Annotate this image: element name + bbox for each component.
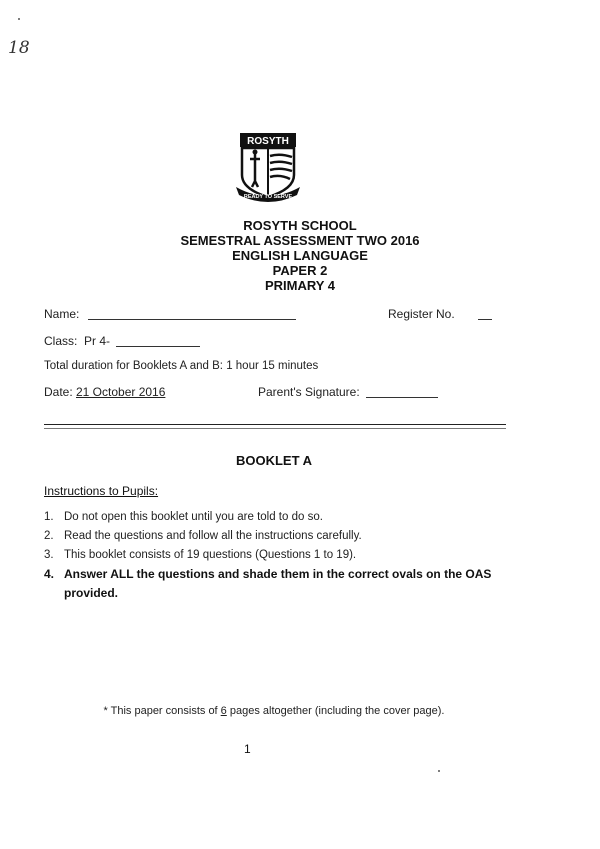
instruction-number: 2. (44, 530, 54, 542)
page-count-suffix: pages altogether (including the cover page). (226, 705, 445, 717)
class-value: Pr 4- (84, 334, 111, 348)
handwritten-page-mark: 18 (8, 38, 30, 58)
instruction-item (44, 567, 491, 581)
school-crest-logo (234, 131, 302, 203)
instruction-text: Answer ALL the questions and shade them in the correct ovals on the OAS (64, 567, 492, 581)
level-title: PRIMARY 4 (264, 278, 336, 293)
instruction-item (44, 548, 356, 562)
signature-field[interactable] (366, 397, 438, 398)
section-divider-thin (44, 428, 506, 429)
stray-dot (438, 770, 440, 772)
register-field[interactable] (478, 319, 492, 320)
crest-banner-text: ROSYTH (247, 136, 289, 147)
name-field[interactable] (88, 319, 296, 320)
subject-title: ENGLISH LANGUAGE (232, 248, 368, 263)
stray-dot (18, 18, 20, 20)
class-label: Class: (44, 334, 78, 348)
instruction-text: This booklet consists of 19 questions (Questions 1 to 19). (64, 549, 357, 561)
date-label: Date: (44, 385, 73, 399)
section-divider (44, 424, 506, 425)
signature-label: Parent's Signature: (258, 385, 360, 399)
instruction-item (44, 510, 323, 524)
date-value: 21 October 2016 (76, 385, 166, 399)
instruction-text: Do not open this booklet until you are told to do so. (64, 511, 323, 523)
instruction-number: 3. (44, 549, 54, 561)
instruction-item (44, 529, 362, 543)
instruction-text: Read the questions and follow all the instructions carefully. (64, 530, 362, 542)
instruction-continuation: provided. (64, 586, 119, 600)
page-count-value: 6 (220, 705, 227, 717)
paper-title: PAPER 2 (272, 263, 328, 278)
instruction-number: 4. (44, 567, 55, 581)
instruction-number: 1. (44, 511, 54, 523)
assessment-title: SEMESTRAL ASSESSMENT TWO 2016 (180, 233, 420, 248)
duration-text: Total duration for Booklets A and B: 1 hour 15 minutes (44, 360, 319, 372)
instructions-title: Instructions to Pupils: (44, 484, 159, 498)
class-field[interactable] (116, 346, 200, 347)
name-label: Name: (44, 307, 80, 321)
page-count-note (0, 705, 548, 717)
booklet-title: BOOKLET A (235, 453, 313, 468)
page-number: 1 (244, 742, 251, 756)
page-count-prefix: * This paper consists of (103, 705, 221, 717)
school-name: ROSYTH SCHOOL (243, 218, 357, 233)
register-label: Register No. (388, 307, 455, 321)
crest-motto: READY TO SERVE (243, 194, 293, 200)
